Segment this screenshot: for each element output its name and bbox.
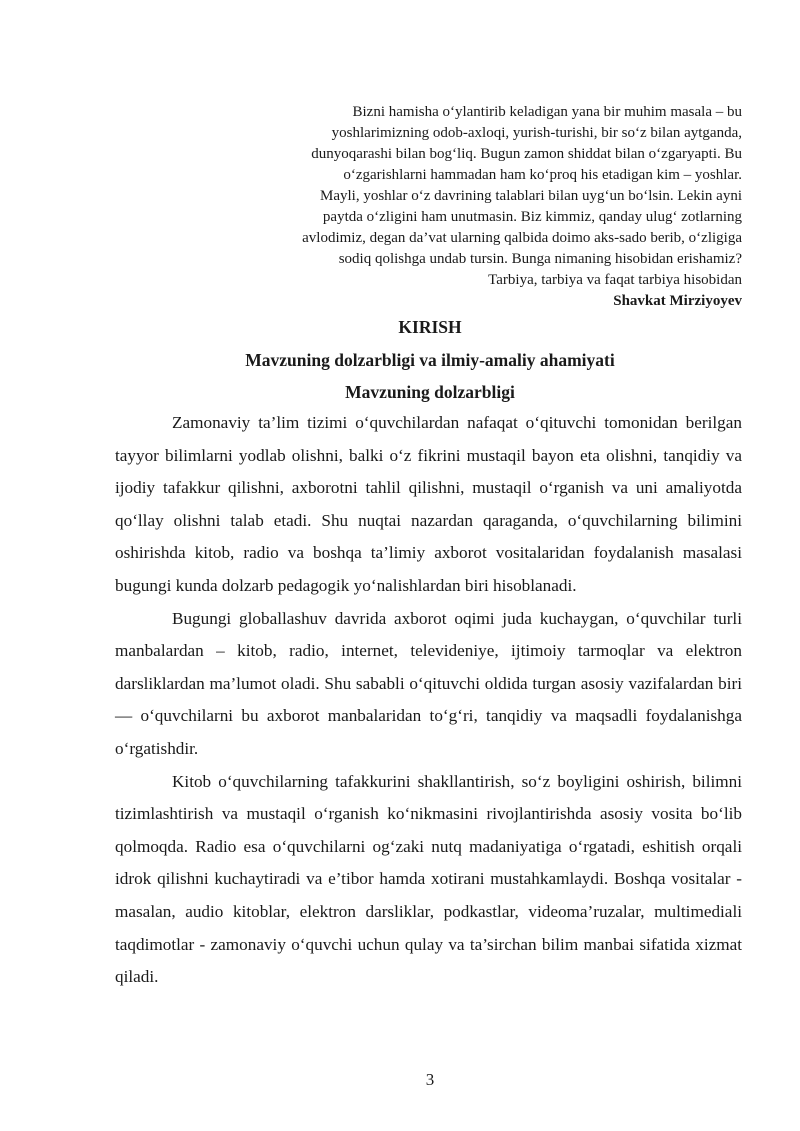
- epigraph: [262, 102, 742, 312]
- paragraph: Kitob o‘quvchilarning tafakkurini shakllantirish, so‘z boyligini oshirish, bilimni tizimlashtirish va mustaqil o‘rganish ko‘nikmasini rivojlantirishda asosiy vosita bo‘lib qolmoqda. Radio esa o‘quvchilarni og‘zaki nutq madaniyatiga o‘rgatadi, eshitish orqali idrok qilishni kuchaytiradi va e’tibor hamda xotirani mustahkamlaydi. Boshqa vositalar - masalan, audio kitoblar, elektron darsliklar, podkastlar, videoma’ruzalar, multimediali taqdimotlar - zamonaviy o‘quvchi uchun qulay va ta’sirchan bilim manbai sifatida xizmat qiladi.: [115, 771, 742, 987]
- epigraph-line: avlodimiz, degan da’vat ularning qalbida doimo aks-sado berib, o‘zligiga: [302, 230, 742, 246]
- section-heading: Mavzuning dolzarbligi va ilmiy-amaliy ahamiyati: [245, 350, 615, 370]
- epigraph-line: dunyoqarashi bilan bog‘liq. Bugun zamon shiddat bilan o‘zgaryapti. Bu: [311, 146, 742, 162]
- epigraph-line: Tarbiya, tarbiya va faqat tarbiya hisobidan: [488, 272, 742, 288]
- epigraph-line: sodiq qolishga undab tursin. Bunga nimaning hisobidan erishamiz?: [338, 251, 742, 267]
- main-heading: KIRISH: [398, 317, 462, 337]
- epigraph-line: Mayli, yoshlar o‘z davrining talablari bilan uyg‘un bo‘lsin. Lekin ayni: [320, 188, 742, 204]
- epigraph-author: Shavkat Mirziyoyev: [613, 293, 742, 309]
- subsection-heading: Mavzuning dolzarbligi: [345, 382, 515, 402]
- paragraph: Bugungi globallashuv davrida axborot oqimi juda kuchaygan, o‘quvchilar turli manbalardan – kitob, radio, internet, televideniye, ijtimoiy tarmoqlar va elektron darsliklardan ma’lumot oladi. Shu sababli o‘qituvchi oldida turgan asosiy vazifalardan biri — o‘quvchilarni bu axborot manbalaridan to‘g‘ri, tanqidiy va maqsadli foydalanishga o‘rgatishdir.: [115, 608, 742, 758]
- epigraph-line: paytda o‘zligini ham unutmasin. Biz kimmiz, qanday ulug‘ zotlarning: [322, 209, 742, 225]
- epigraph-line: o‘zgarishlarni hammadan ham ko‘proq his etadigan kim – yoshlar.: [343, 167, 742, 183]
- epigraph-line: Bizni hamisha o‘ylantirib keladigan yana bir muhim masala – bu: [352, 104, 742, 120]
- paragraph: Zamonaviy ta’lim tizimi o‘quvchilardan nafaqat o‘qituvchi tomonidan berilgan tayyor bilimlarni yodlab olishni, balki o‘z fikrini mustaqil bayon eta olishni, tanqidiy va ijodiy tafakkur qilishni, axborotni tahlil qilishni, mustaqil o‘rganish va uni amaliyotda qo‘llay olishni talab etadi. Shu nuqtai nazardan qaraganda, o‘quvchilarning bilimini oshirishda kitob, radio va boshqa ta’limiy axborot vositalaridan foydalanish masalasi bugungi kunda dolzarb pedagogik yo‘nalishlardan biri hisoblanadi.: [115, 413, 742, 595]
- page-number: 3: [425, 1070, 435, 1089]
- body-text: [115, 407, 742, 994]
- epigraph-line: yoshlarimizning odob-axloqi, yurish-turishi, bir so‘z bilan aytganda,: [331, 125, 742, 141]
